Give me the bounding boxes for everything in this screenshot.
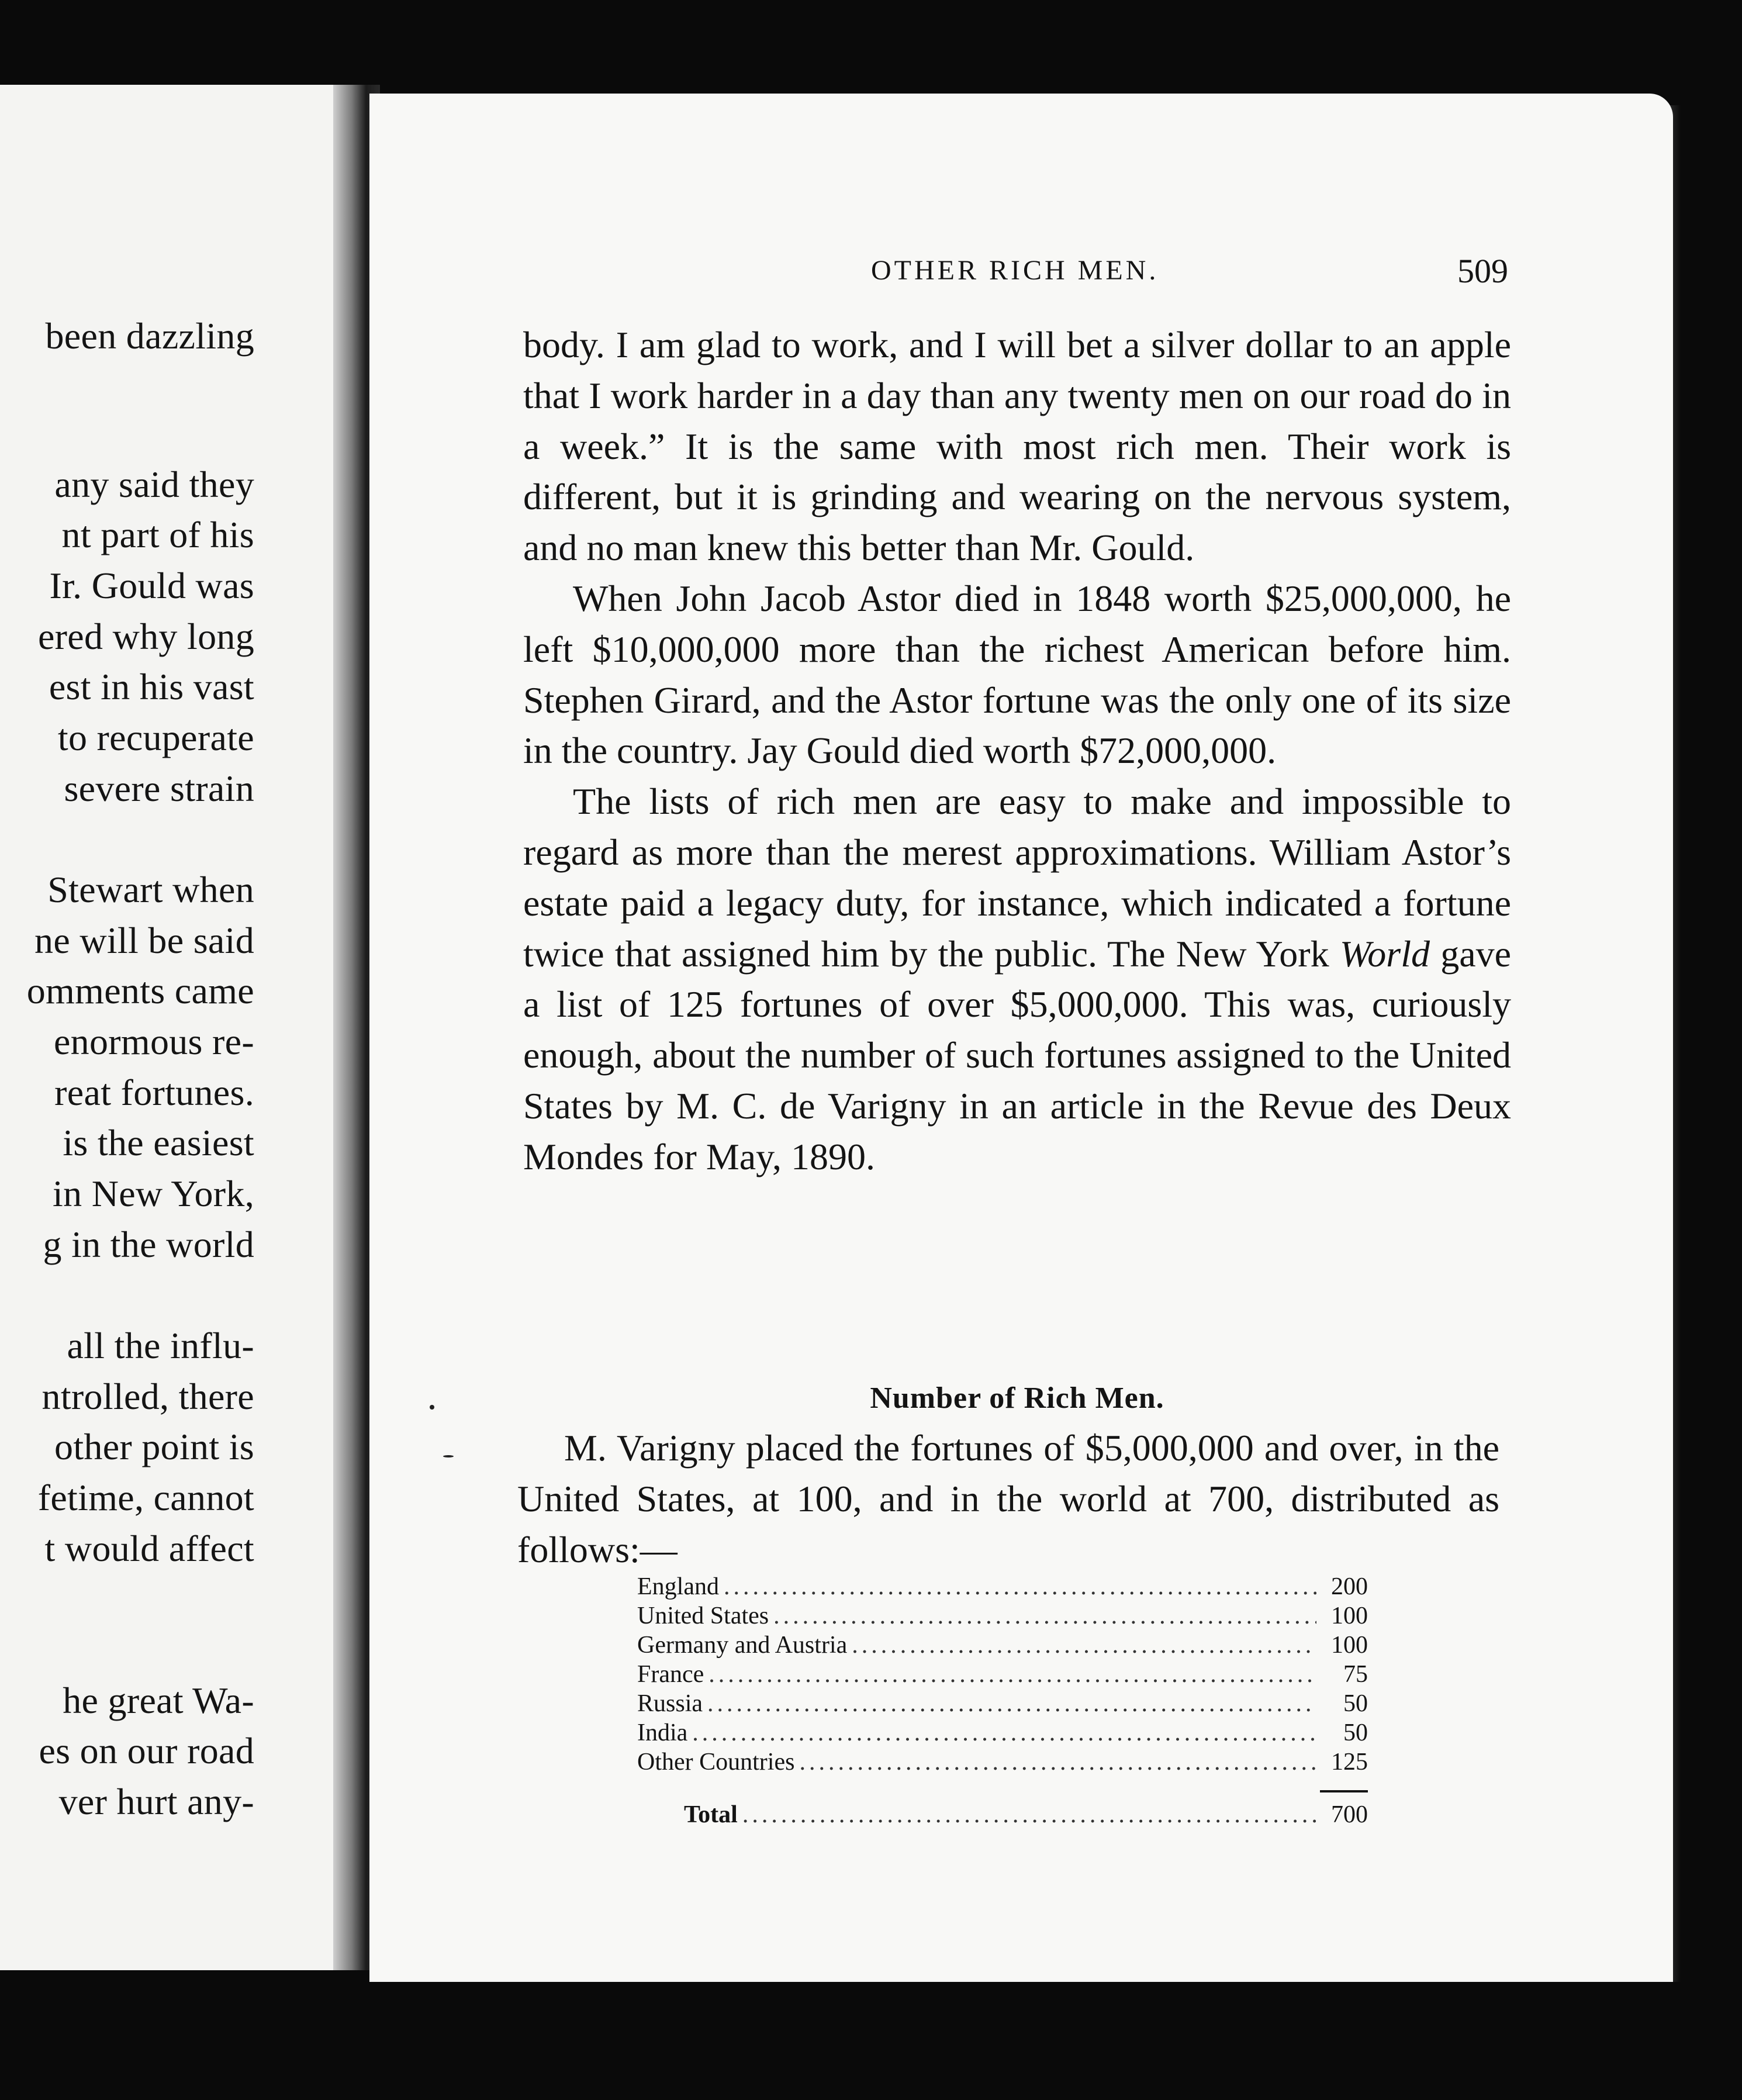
left-page-line: fetime, cannot: [37, 1477, 254, 1518]
dot-leader: [724, 1573, 1316, 1601]
dot-leader: [799, 1748, 1316, 1776]
fortune-count: 125: [1331, 1749, 1368, 1776]
left-page-line: any said they: [54, 464, 254, 505]
paragraph: M. Varigny placed the fortunes of $5,000,000 and over, in the United States, at 100, and in the world at 700, distributed as follows:—: [517, 1427, 1499, 1570]
running-head: OTHER RICH MEN.: [871, 255, 1159, 286]
country-name: Russia: [637, 1690, 703, 1717]
country-name: United States: [637, 1602, 769, 1629]
country-name: France: [637, 1661, 704, 1688]
italic-newspaper-title: World: [1339, 932, 1430, 975]
left-page-line: t would affect: [44, 1528, 254, 1569]
left-page-line: to recuperate: [57, 717, 254, 758]
fortune-count: 50: [1343, 1690, 1368, 1717]
body-text: [523, 320, 1511, 1183]
dot-leader: [852, 1631, 1316, 1659]
left-page-line: severe strain: [64, 768, 254, 809]
total-label: Total: [684, 1801, 738, 1828]
dot-leader: [742, 1801, 1316, 1829]
table-row: [637, 1660, 1368, 1690]
country-name: England: [637, 1573, 719, 1600]
total-row: [637, 1801, 1368, 1830]
left-page-line: he great Wa-: [63, 1680, 254, 1721]
scan-speck: [443, 1455, 454, 1457]
scan-speck: [430, 1405, 434, 1410]
table-row: [637, 1690, 1368, 1719]
left-page-line: Ir. Gould was: [49, 565, 254, 606]
left-page-line: enormous re-: [53, 1021, 254, 1062]
fortune-count: 200: [1331, 1573, 1368, 1600]
fortune-count: 75: [1343, 1661, 1368, 1688]
total-value: 700: [1331, 1801, 1368, 1828]
left-page-line: all the influ-: [67, 1325, 254, 1366]
table-row: [637, 1631, 1368, 1660]
left-page-line: other point is: [54, 1426, 254, 1467]
section-heading: Number of Rich Men.: [870, 1381, 1164, 1415]
paragraph-text: The lists of rich men are easy to make and impossible to regard as more than the merest approximations. William Astor’s estate paid a legacy duty, for instance, which indicated a fortune twice that assigned him by the public. The New York: [523, 780, 1511, 975]
country-name: Germany and Austria: [637, 1632, 848, 1659]
paragraph: When John Jacob Astor died in 1848 worth $25,000,000, he left $10,000,000 more than the richest American before him. Stephen Girard, and the Astor fortune was the only one of its size in the country. Jay Gould died worth $72,000,000.: [523, 577, 1511, 772]
left-page-line: Stewart when: [47, 869, 254, 910]
page-number: 509: [1457, 252, 1508, 290]
table-row: [637, 1748, 1368, 1777]
previous-page: [0, 85, 365, 1970]
left-page-line: es on our road: [39, 1730, 254, 1771]
fortune-count: 100: [1331, 1602, 1368, 1629]
total-rule: [1320, 1790, 1368, 1792]
table-row: [637, 1573, 1368, 1602]
left-page-line: reat fortunes.: [54, 1072, 254, 1113]
left-page-line: is the easiest: [63, 1122, 254, 1163]
left-page-line: ver hurt any-: [58, 1781, 254, 1822]
dot-leader: [692, 1719, 1316, 1747]
left-page-line: in New York,: [53, 1173, 254, 1214]
left-page-line: nt part of his: [61, 514, 254, 555]
paragraph: [523, 776, 1511, 1182]
country-name: India: [637, 1719, 688, 1746]
section-text: [517, 1423, 1499, 1575]
table-row: [637, 1602, 1368, 1631]
dot-leader: [773, 1602, 1316, 1630]
table-row: [637, 1719, 1368, 1748]
country-name: Other Countries: [637, 1749, 795, 1776]
dot-leader: [708, 1660, 1316, 1688]
fortunes-table: [637, 1573, 1368, 1830]
paragraph: body. I am glad to work, and I will bet a silver dollar to an apple that I work harder in a day than any twenty men on our road do in a week.” It is the same with most rich men. Their work is different, but it is grinding and wearing on the nervous system, and no man knew this better than Mr. Gould.: [523, 324, 1511, 569]
dot-leader: [707, 1690, 1316, 1718]
left-page-line: omments came: [26, 970, 254, 1011]
left-page-line: ne will be said: [34, 920, 254, 961]
left-page-line: est in his vast: [49, 666, 254, 707]
left-page-line: ntrolled, there: [42, 1376, 254, 1417]
fortune-count: 100: [1331, 1632, 1368, 1659]
left-page-line: g in the world: [43, 1224, 254, 1265]
left-page-line: been dazzling: [45, 315, 254, 357]
fortune-count: 50: [1343, 1719, 1368, 1746]
left-page-line: ered why long: [37, 616, 254, 657]
paragraph-text: gave a list of 125 fortunes of over $5,000,000. This was, curiously enough, about the number of such fortunes assigned to the United States by M. C. de Varigny in an article in the Revue des Deux Mondes for May, 1890.: [523, 932, 1512, 1177]
